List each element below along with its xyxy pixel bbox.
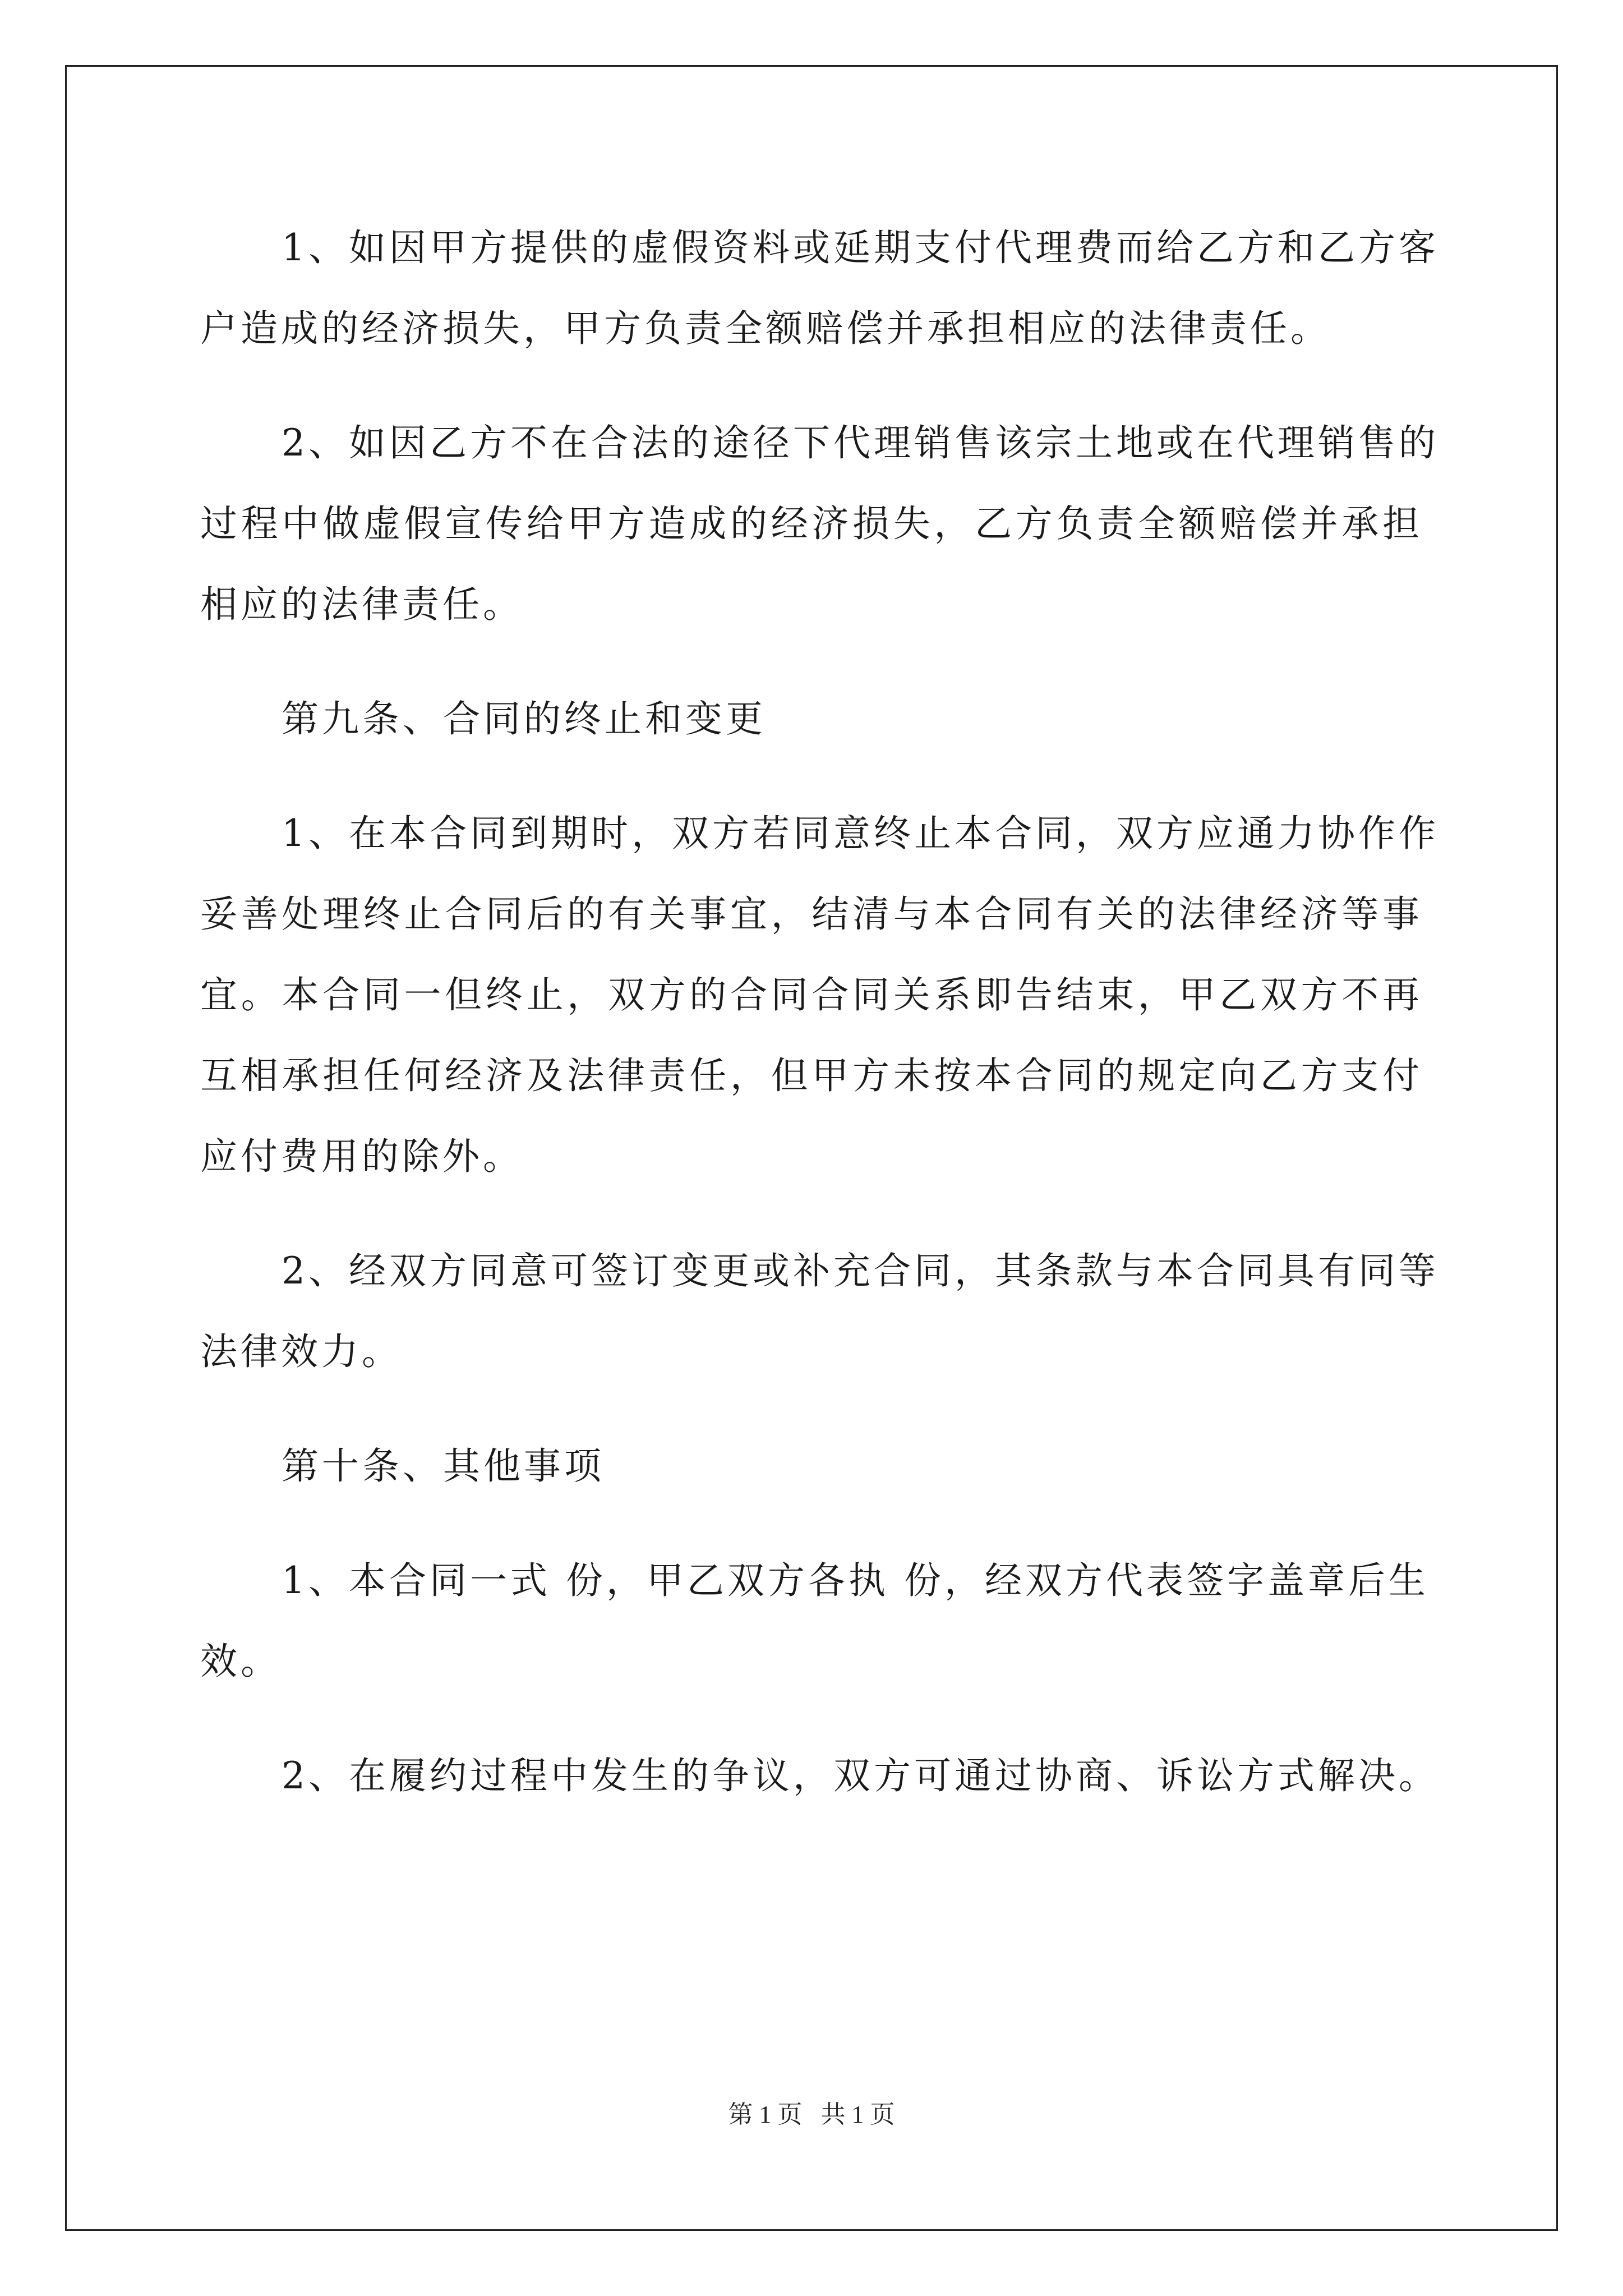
section-heading: 第十条、其他事项 <box>282 1444 605 1488</box>
text-line: 2、如因乙方不在合法的途径下代理销售该宗土地或在代理销售的 <box>282 421 1439 464</box>
page-number: 第 1 页 共 1 页 <box>728 2101 895 2128</box>
text-line: 2、在履约过程中发生的争议，双方可通过协商、诉讼方式解决。 <box>282 1754 1439 1797</box>
text-line: 效。 <box>200 1640 281 1683</box>
text-line: 1、本合同一式 份，甲乙双方各执 份，经双方代表签字盖章后生 <box>282 1559 1429 1602</box>
text-line: 相应的法律责任。 <box>200 583 523 626</box>
text-line: 户造成的经济损失，甲方负责全额赔偿并承担相应的法律责任。 <box>200 307 1331 350</box>
text-line: 宜。本合同一但终止，双方的合同合同关系即告结束，甲乙双方不再 <box>200 973 1423 1016</box>
text-line: 妥善处理终止合同后的有关事宜，结清与本合同有关的法律经济等事 <box>200 892 1423 936</box>
section-heading: 第九条、合同的终止和变更 <box>282 697 766 740</box>
text-line: 过程中做虚假宣传给甲方造成的经济损失，乙方负责全额赔偿并承担 <box>200 502 1423 545</box>
text-line: 1、在本合同到期时，双方若同意终止本合同，双方应通力协作作 <box>282 812 1439 855</box>
document-body <box>200 208 1439 1816</box>
text-line: 互相承担任何经济及法律责任，但甲方未按本合同的规定向乙方支付 <box>200 1054 1423 1097</box>
text-line: 法律效力。 <box>200 1330 402 1373</box>
text-line: 应付费用的除外。 <box>200 1135 523 1178</box>
text-line: 2、经双方同意可签订变更或补充合同，其条款与本合同具有同等 <box>282 1249 1439 1292</box>
text-line: 1、如因甲方提供的虚假资料或延期支付代理费而给乙方和乙方客 <box>282 226 1439 269</box>
